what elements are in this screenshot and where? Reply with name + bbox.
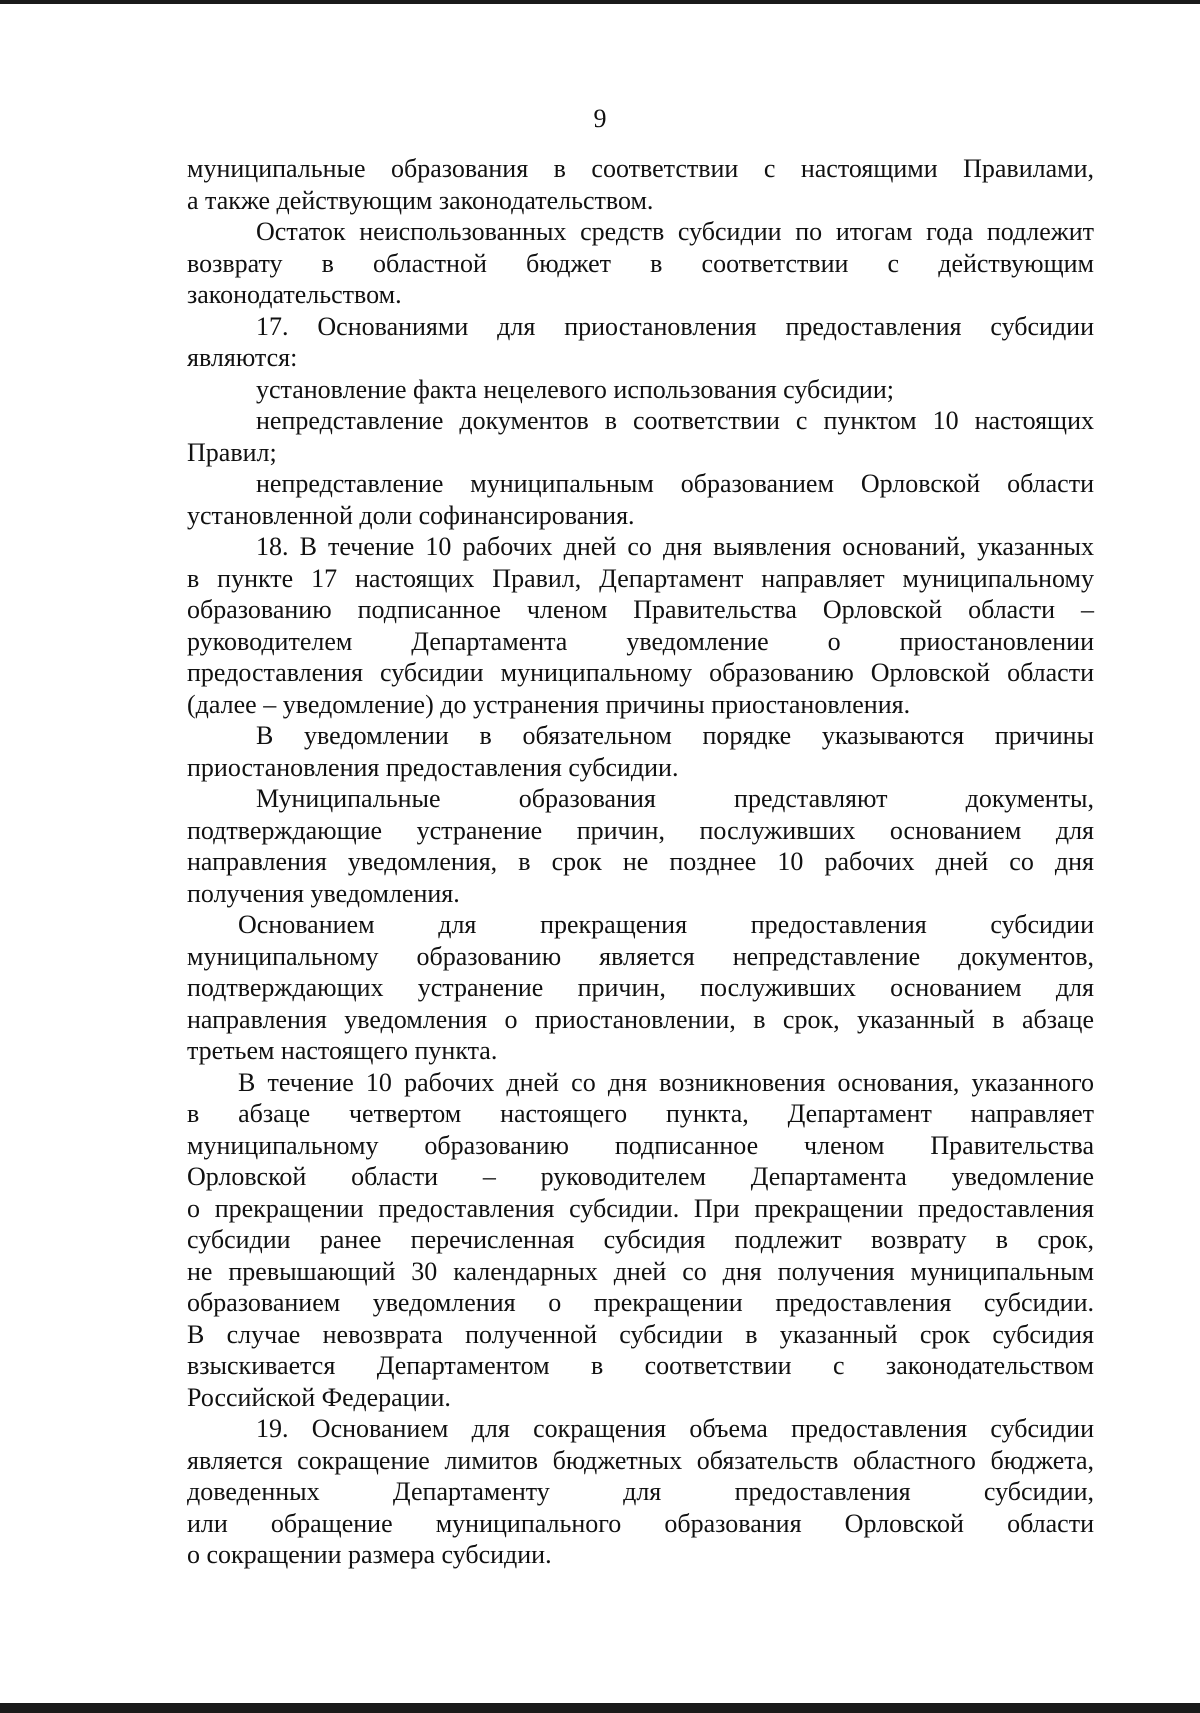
page-number: 9 bbox=[593, 104, 607, 133]
text-line: муниципальному образованию является непредставление документов, bbox=[187, 941, 1094, 971]
text-line: установление факта нецелевого использования субсидии; bbox=[256, 374, 894, 404]
text-line: Остаток неиспользованных средств субсидии по итогам года подлежит bbox=[256, 217, 1094, 246]
text-line: субсидии ранее перечисленная субсидия подлежит возврату в срок, bbox=[187, 1225, 1094, 1254]
text-line: непредставление муниципальным образованием Орловской области bbox=[256, 469, 1094, 498]
document-body bbox=[187, 153, 1094, 1571]
text-line: 18. В течение 10 рабочих дней со дня выявления оснований, указанных bbox=[256, 532, 1094, 561]
text-line: приостановления предоставления субсидии. bbox=[187, 752, 679, 782]
scan-bottom-edge bbox=[0, 1703, 1200, 1713]
text-line: а также действующим законодательством. bbox=[187, 185, 654, 215]
text-line: законодательством. bbox=[187, 280, 402, 309]
text-line: муниципальные образования в соответствии с настоящими Правилами, bbox=[187, 154, 1094, 183]
text-line: о сокращении размера субсидии. bbox=[187, 1540, 552, 1569]
text-line: подтверждающих устранение причин, послуживших основанием для bbox=[187, 973, 1094, 1002]
text-line: 19. Основанием для сокращения объема предоставления субсидии bbox=[256, 1414, 1094, 1443]
text-line: Основанием для прекращения предоставления субсидии bbox=[238, 910, 1094, 939]
text-line: о прекращении предоставления субсидии. При прекращении предоставления bbox=[187, 1193, 1094, 1223]
text-line: В уведомлении в обязательном порядке указываются причины bbox=[256, 721, 1094, 750]
text-line: третьем настоящего пункта. bbox=[187, 1036, 498, 1065]
text-line: предоставления субсидии муниципальному образованию Орловской области bbox=[187, 658, 1094, 687]
text-line: непредставление документов в соответствии с пунктом 10 настоящих bbox=[256, 406, 1094, 435]
text-line: Орловской области – руководителем Департамента уведомление bbox=[187, 1162, 1094, 1191]
text-line: образованием уведомления о прекращении предоставления субсидии. bbox=[187, 1288, 1094, 1317]
text-line: доведенных Департаменту для предоставления субсидии, bbox=[187, 1477, 1094, 1506]
text-line: в абзаце четвертом настоящего пункта, Департамент направляет bbox=[187, 1099, 1094, 1128]
text-line: подтверждающие устранение причин, послуживших основанием для bbox=[187, 815, 1094, 845]
scan-top-edge bbox=[0, 0, 1200, 4]
text-line: Правил; bbox=[187, 437, 277, 467]
text-line: Российской Федерации. bbox=[187, 1382, 451, 1412]
text-line: Муниципальные образования представляют документы, bbox=[256, 784, 1094, 813]
text-line: руководителем Департамента уведомление о приостановлении bbox=[187, 626, 1094, 656]
text-line: установленной доли софинансирования. bbox=[187, 500, 635, 530]
text-line: В случае невозврата полученной субсидии в указанный срок субсидия bbox=[187, 1319, 1094, 1349]
text-line: муниципальному образованию подписанное членом Правительства bbox=[187, 1130, 1094, 1160]
text-line: или обращение муниципального образования Орловской области bbox=[187, 1508, 1094, 1538]
text-line: направления уведомления, в срок не позднее 10 рабочих дней со дня bbox=[187, 847, 1094, 876]
text-line: образованию подписанное членом Правительства Орловской области – bbox=[187, 595, 1094, 624]
text-line: взыскивается Департаментом в соответствии с законодательством bbox=[187, 1351, 1094, 1380]
text-line: являются: bbox=[187, 343, 298, 372]
text-line: направления уведомления о приостановлении, в срок, указанный в абзаце bbox=[187, 1004, 1094, 1034]
text-line: (далее – уведомление) до устранения причины приостановления. bbox=[187, 689, 911, 719]
text-line: возврату в областной бюджет в соответствии с действующим bbox=[187, 248, 1094, 278]
text-line: получения уведомления. bbox=[187, 878, 460, 908]
text-line: 17. Основаниями для приостановления предоставления субсидии bbox=[256, 311, 1094, 341]
text-line: является сокращение лимитов бюджетных обязательств областного бюджета, bbox=[187, 1445, 1094, 1475]
text-line: в пункте 17 настоящих Правил, Департамент направляет муниципальному bbox=[187, 563, 1094, 593]
text-line: не превышающий 30 календарных дней со дня получения муниципальным bbox=[187, 1256, 1094, 1286]
text-line: В течение 10 рабочих дней со дня возникновения основания, указанного bbox=[238, 1067, 1094, 1097]
